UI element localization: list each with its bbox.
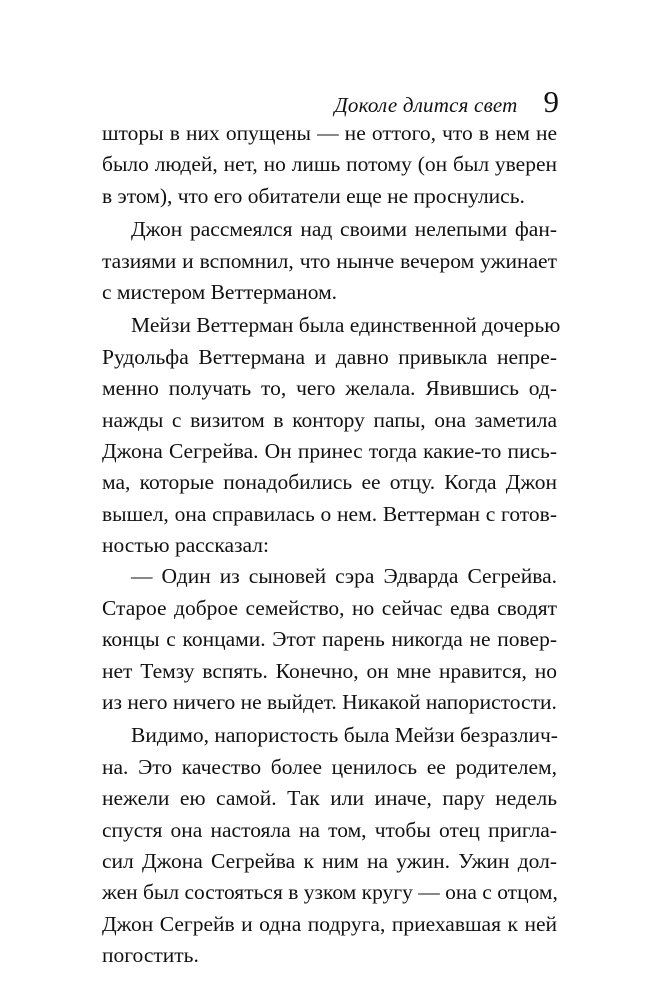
page-number: 9 xyxy=(543,84,559,119)
text-line: ма, которые понадобились ее отцу. Когда Джон xyxy=(102,470,557,495)
paragraph xyxy=(102,561,557,718)
paragraph xyxy=(102,720,557,971)
text-line: Старое доброе семейство, но сейчас едва сводят xyxy=(102,595,557,620)
text-line: на. Это качество более ценилось ее родителем, xyxy=(102,754,557,779)
body-text xyxy=(102,118,561,972)
text-line: Джона Сегрейва. Он принес тогда какие-то пись- xyxy=(102,438,557,463)
text-line: ностью рассказал: xyxy=(102,533,269,558)
text-line: спустя она настояла на том, чтобы отец пригла- xyxy=(102,817,557,842)
text-line: было людей, нет, но лишь потому (он был уверен xyxy=(102,152,557,177)
text-line: Джон Сегрейв и одна подруга, приехавшая к ней xyxy=(102,911,557,936)
text-line: Джон рассмеялся над своими нелепыми фан- xyxy=(131,217,557,242)
text-line: нажды с визитом в контору папы, она заметила xyxy=(102,407,557,432)
text-line: тазиями и вспомнил, что нынче вечером ужинает xyxy=(102,248,557,273)
text-line: из него ничего не выйдет. Никакой напористости. xyxy=(102,690,557,715)
text-line: сил Джона Сегрейва к ним на ужин. Ужин дол- xyxy=(102,848,557,873)
text-line: нежели ею самой. Так или иначе, пару недель xyxy=(102,786,557,811)
paragraph xyxy=(102,214,557,308)
text-line: концы с концами. Этот парень никогда не повер- xyxy=(102,627,557,652)
paragraph xyxy=(102,118,557,212)
text-line: менно получать то, чего желала. Явившись од- xyxy=(102,376,557,401)
text-line: погостить. xyxy=(102,943,199,968)
text-line: с мистером Веттерманом. xyxy=(102,279,338,304)
text-line: вышел, она справилась о нем. Веттерман с готов- xyxy=(102,501,557,526)
running-head xyxy=(334,84,559,120)
text-line: жен был состояться в узком кругу — она с отцом, xyxy=(102,880,558,905)
text-line: в этом), что его обитатели еще не проснулись. xyxy=(102,183,525,208)
paragraph xyxy=(102,310,561,561)
running-title: Доколе длится свет xyxy=(334,93,518,117)
text-line: шторы в них опущены — не оттого, что в нем не xyxy=(102,121,557,145)
text-line: Видимо, напористость была Мейзи безразлич- xyxy=(131,723,558,748)
text-line: — Один из сыновей сэра Эдварда Сегрейва. xyxy=(131,564,557,589)
text-line: нет Темзу вспять. Конечно, он мне нравится, но xyxy=(102,658,557,683)
text-line: Рудольфа Веттермана и давно привыкла непре- xyxy=(102,344,557,369)
text-line: Мейзи Веттерман была единственной дочерью xyxy=(131,313,561,338)
